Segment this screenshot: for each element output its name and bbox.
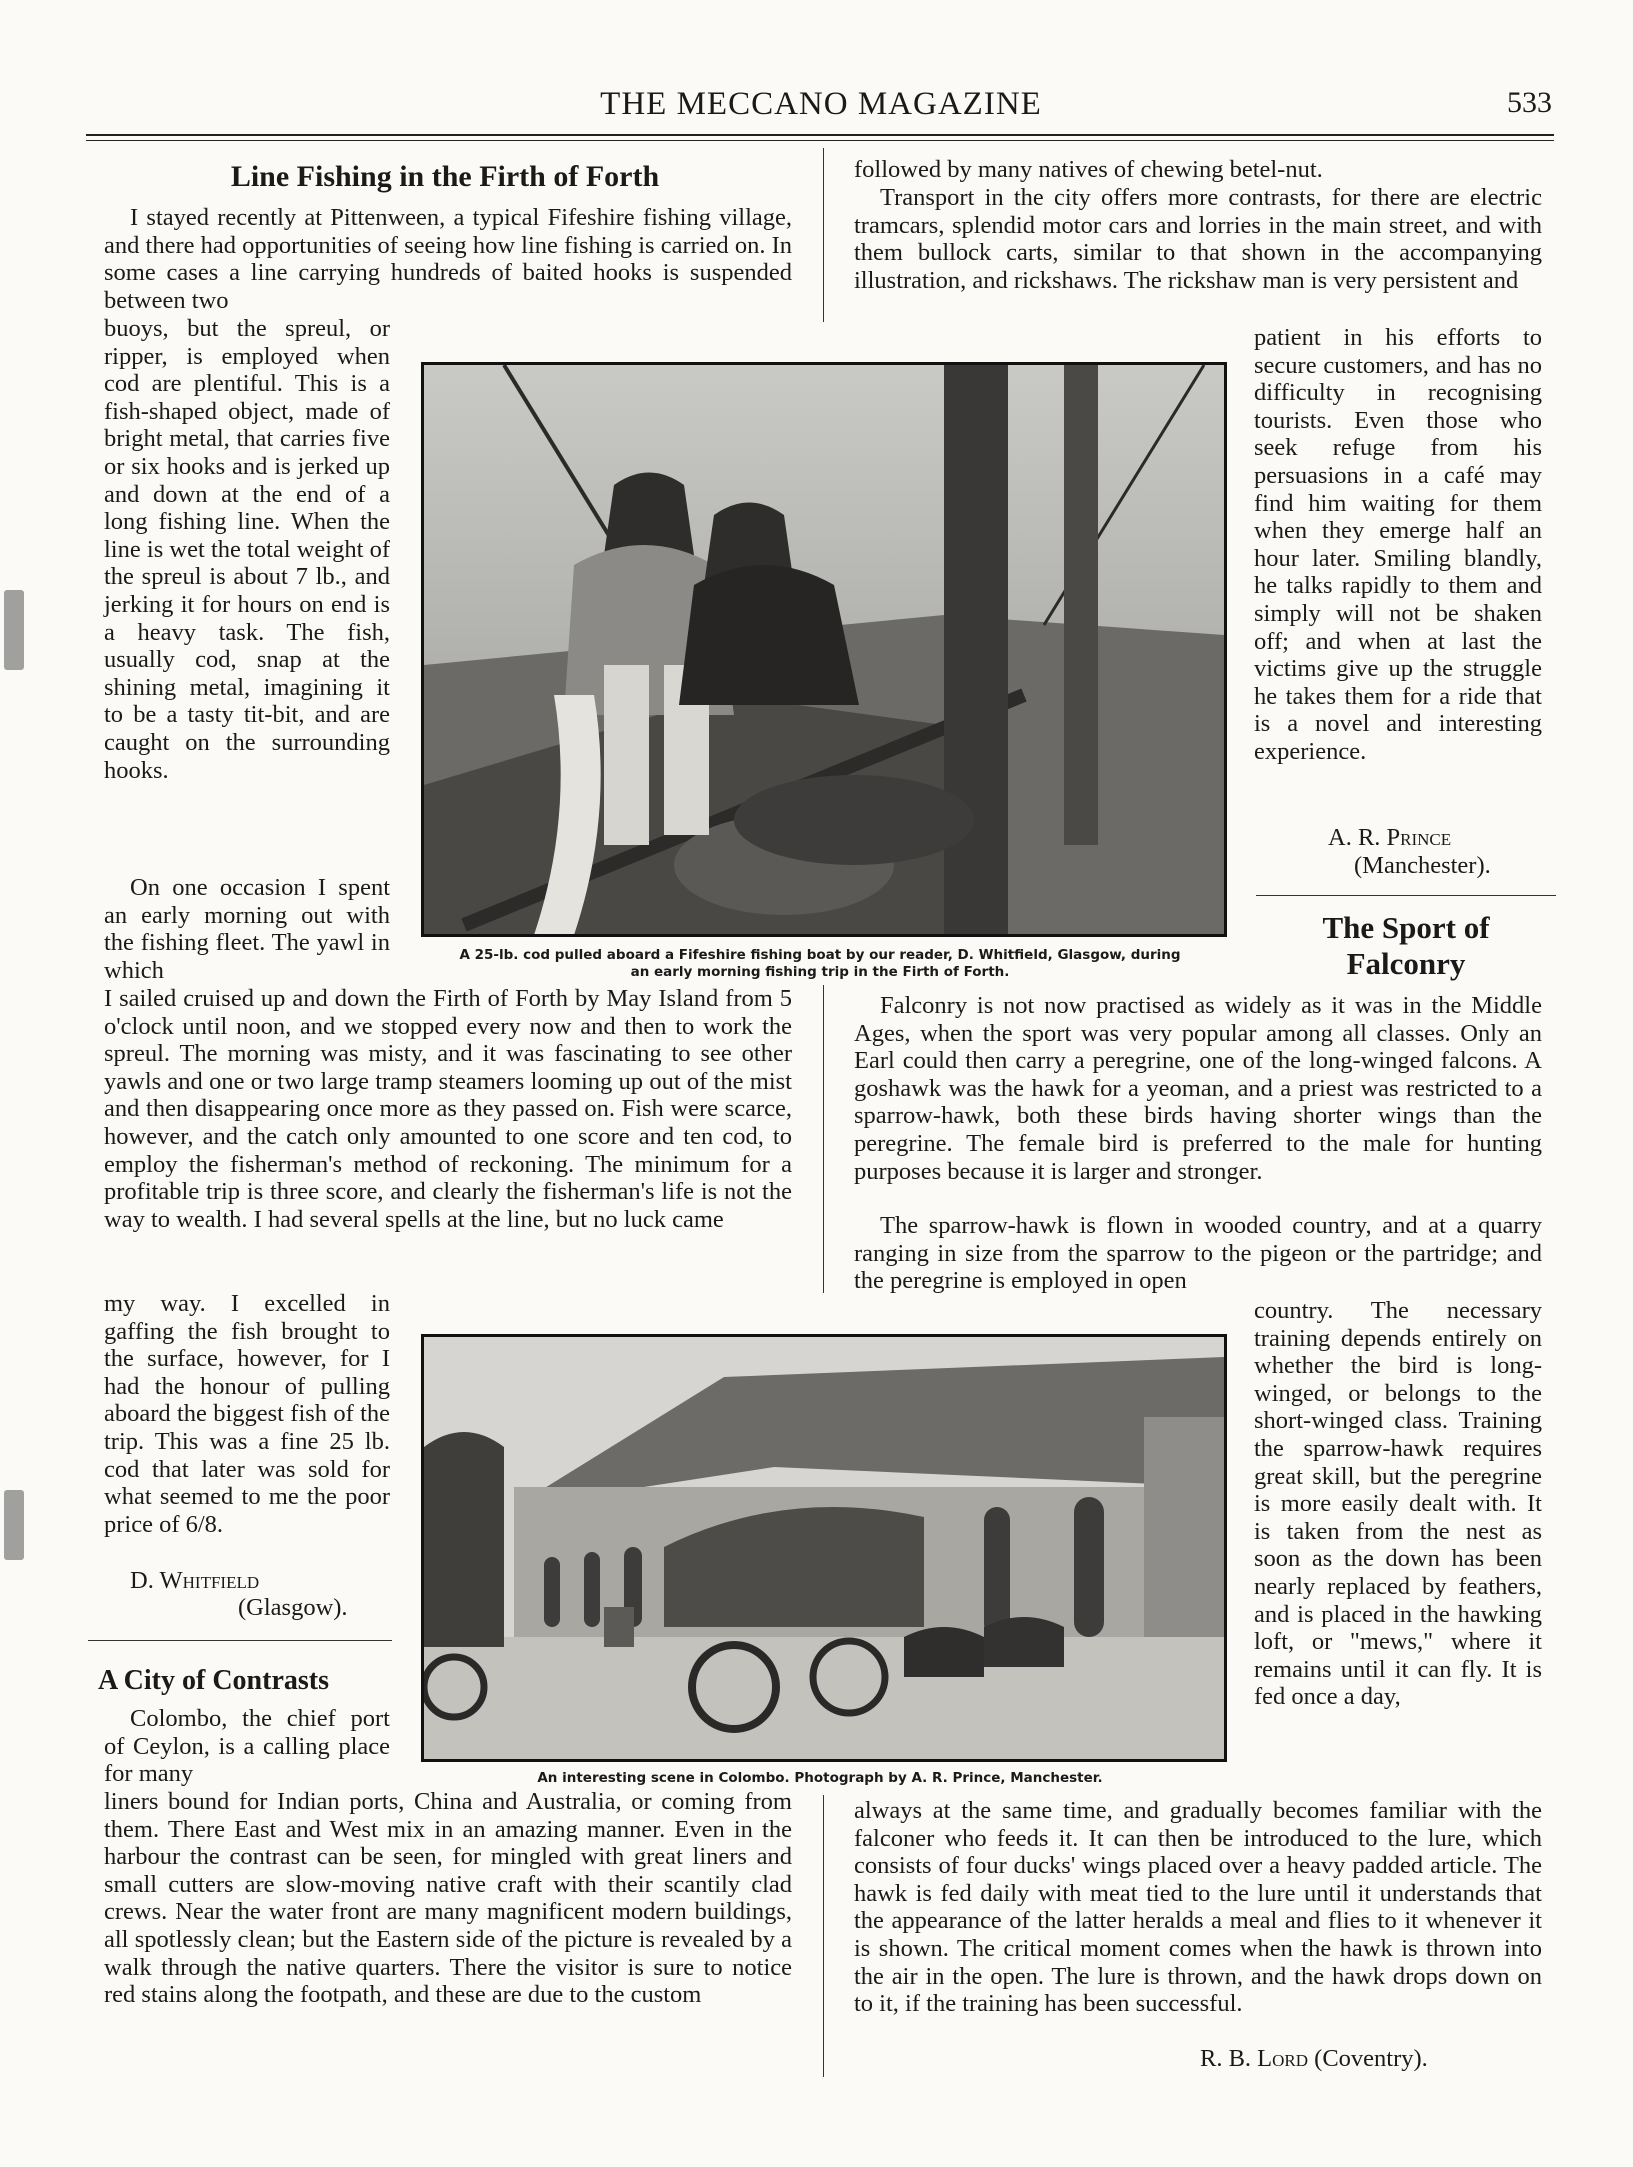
city-para-2-full bbox=[854, 184, 1542, 294]
fishing-title: Line Fishing in the Firth of Forth bbox=[230, 160, 660, 193]
fishing-boat-image bbox=[424, 365, 1224, 934]
author-location: (Coventry). bbox=[1314, 2045, 1428, 2072]
fishing-para-1-narrow bbox=[104, 315, 390, 784]
column-rule bbox=[823, 985, 824, 1293]
falconry-title-line-2: Falconry bbox=[1346, 946, 1466, 981]
fishing-photo-caption bbox=[410, 947, 1230, 981]
colombo-street-photo bbox=[421, 1334, 1227, 1762]
paragraph: country. The necessary training depends entirely on whether the bird is long-winged, or belongs to the short-winged class. Training the sparrow-hawk requires great skill, but the peregrine is more easily dealt with. It is taken from the nest as soon as the down has been nearly replaced by feathers, and is placed in the hawking loft, or "mews," where it remains until it can fly. It is fed once a day, bbox=[1254, 1297, 1542, 1711]
section-rule bbox=[1256, 895, 1556, 896]
fishing-author bbox=[130, 1567, 259, 1595]
header-rule bbox=[86, 134, 1554, 136]
paragraph: buoys, but the spreul, or ripper, is employed when cod are plentiful. This is a fish-shaped object, made of bright metal, that carries five or six hooks and is jerked up and down at the end of a long fishing line. When the line is wet the total weight of the spreul is about 7 lb., and jerking it for hours on end is a heavy task. The fish, usually cod, snap at the shining metal, imagining it to be a tasty tit-bit, and are caught on the surrounding hooks. bbox=[104, 315, 390, 784]
paragraph: I stayed recently at Pittenween, a typical Fifeshire fishing village, and there had opportunities of seeing how line fishing is carried on. In some cases a line carrying hundreds of baited hooks is suspended between two bbox=[104, 204, 792, 314]
paragraph: my way. I excelled in gaffing the fish brought to the surface, however, for I had the honour of pulling aboard the biggest fish of the trip. This was a fine 25 lb. cod that later was sold for what seemed to me the poor price of 6/8. bbox=[104, 1290, 390, 1538]
paragraph: I sailed cruised up and down the Firth of Forth by May Island from 5 o'clock until noon, and we stopped every now and then to work the spreul. The morning was misty, and it was fascinating to see other yawls and one or two large tramp steamers looming up out of the mist and then disappearing once more as they passed on. Fish were scarce, however, and the catch only amounted to one score and ten cod, to employ the fisherman's method of reckoning. The minimum for a profitable trip is three score, and clearly the fisherman's life is not the way to wealth. I had several spells at the line, but no luck came bbox=[104, 985, 792, 1233]
city-para-1-narrow bbox=[104, 1705, 390, 1788]
paragraph: liners bound for Indian ports, China and Australia, or coming from them. There East and West mix in an amazing manner. Even in the harbour the contrast can be seen, for mingled with great liners and small cutters are slow-moving native craft with their scantily clad crews. Near the water front are many magnificent modern buildings, all spotlessly clean; but the Eastern side of the picture is revealed by a walk through the native quarters. There the visitor is sure to notice red stains along the footpath, and these are due to the custom bbox=[104, 1788, 792, 2009]
magazine-title: THE MECCANO MAGAZINE bbox=[600, 86, 1042, 122]
paragraph: The sparrow-hawk is flown in wooded country, and at a quarry ranging in size from the sparrow to the pigeon or the partridge; and the peregrine is employed in open bbox=[854, 1212, 1542, 1295]
falconry-para-1 bbox=[854, 992, 1542, 1185]
city-para-2-narrow bbox=[1254, 324, 1542, 766]
paragraph: always at the same time, and gradually becomes familiar with the falconer who feeds it. It can then be introduced to the lure, which consists of four ducks' wings placed over a heavy padded article. The hawk is fed daily with meat tied to the lure until it understands that the appearance of the latter heralds a meal and flies to it whenever it is shown. The critical moment comes when the hawk is thrown into the air in the open. The lure is thrown, and the hawk drops down on to it, if the training has been successful. bbox=[854, 1797, 1542, 2018]
city-title: A City of Contrasts bbox=[98, 1665, 329, 1696]
fishing-para-2-full bbox=[104, 985, 792, 1233]
header-rule bbox=[86, 140, 1554, 141]
city-author bbox=[1328, 824, 1451, 852]
fishing-boat-photo bbox=[421, 362, 1227, 937]
fishing-location: (Glasgow). bbox=[238, 1594, 348, 1621]
author-name: R. B. Lord bbox=[1200, 2045, 1309, 2072]
scan-blemish bbox=[4, 1490, 24, 1560]
falconry-title-line-1: The Sport of bbox=[1322, 910, 1490, 945]
falconry-para-2-narrow bbox=[1254, 1297, 1542, 1711]
page-number: 533 bbox=[1507, 86, 1552, 119]
scan-blemish bbox=[4, 590, 24, 670]
falconry-para-2-full bbox=[854, 1212, 1542, 1295]
section-rule bbox=[88, 1640, 392, 1641]
paragraph: Transport in the city offers more contrasts, for there are electric tramcars, splendid motor cars and lorries in the main street, and with them bullock carts, similar to that shown in the accompanying illustration, and rickshaws. The rickshaw man is very persistent and bbox=[854, 184, 1542, 294]
city-location: (Manchester). bbox=[1354, 852, 1491, 879]
author-name: A. R. Prince bbox=[1328, 824, 1452, 851]
caption-line-1: A 25-lb. cod pulled aboard a Fifeshire fishing boat by our reader, D. Whitfield, Glasgow, during bbox=[459, 947, 1181, 963]
caption-line-2: an early morning fishing trip in the Firth of Forth. bbox=[630, 964, 1010, 980]
column-rule bbox=[823, 1795, 824, 2077]
city-para-1-continued bbox=[854, 156, 1542, 184]
paragraph: Colombo, the chief port of Ceylon, is a calling place for many bbox=[104, 1705, 390, 1788]
colombo-street-image bbox=[424, 1337, 1224, 1759]
falconry-title bbox=[1256, 910, 1556, 982]
fishing-para-2-narrow-end bbox=[104, 1290, 390, 1538]
paragraph: followed by many natives of chewing betel-nut. bbox=[854, 156, 1323, 183]
paragraph: patient in his efforts to secure customers, and has no difficulty in recognising tourists. Even those who seek refuge from his persuasions in a café may find him waiting for them when they emerge half an hour later. Smiling blandly, he talks rapidly to them and simply will not be shaken off; and when at last the victims give up the struggle he takes them for a ride that is a novel and interesting experience. bbox=[1254, 324, 1542, 765]
author-name: D. Whitfield bbox=[130, 1567, 260, 1594]
paragraph: Falconry is not now practised as widely as it was in the Middle Ages, when the sport was very popular among all classes. Only an Earl could then carry a peregrine, one of the long-winged falcons. A goshawk was the hawk for a yeoman, and a priest was restricted to a sparrow-hawk, both these birds having shorter wings than the peregrine. The female bird is preferred to the male for hunting purposes because it is larger and stronger. bbox=[854, 992, 1542, 1185]
fishing-para-2-narrow bbox=[104, 874, 390, 984]
paragraph: On one occasion I spent an early morning out with the fishing fleet. The yawl in which bbox=[104, 874, 390, 984]
colombo-photo-caption: An interesting scene in Colombo. Photograph by A. R. Prince, Manchester. bbox=[537, 1770, 1103, 1786]
fishing-para-1-full bbox=[104, 204, 792, 314]
column-rule bbox=[823, 148, 824, 322]
running-head bbox=[90, 86, 1552, 126]
city-para-1-full bbox=[104, 1788, 792, 2009]
falconry-para-2-full-end bbox=[854, 1797, 1542, 2018]
falconry-author bbox=[1200, 2045, 1428, 2073]
